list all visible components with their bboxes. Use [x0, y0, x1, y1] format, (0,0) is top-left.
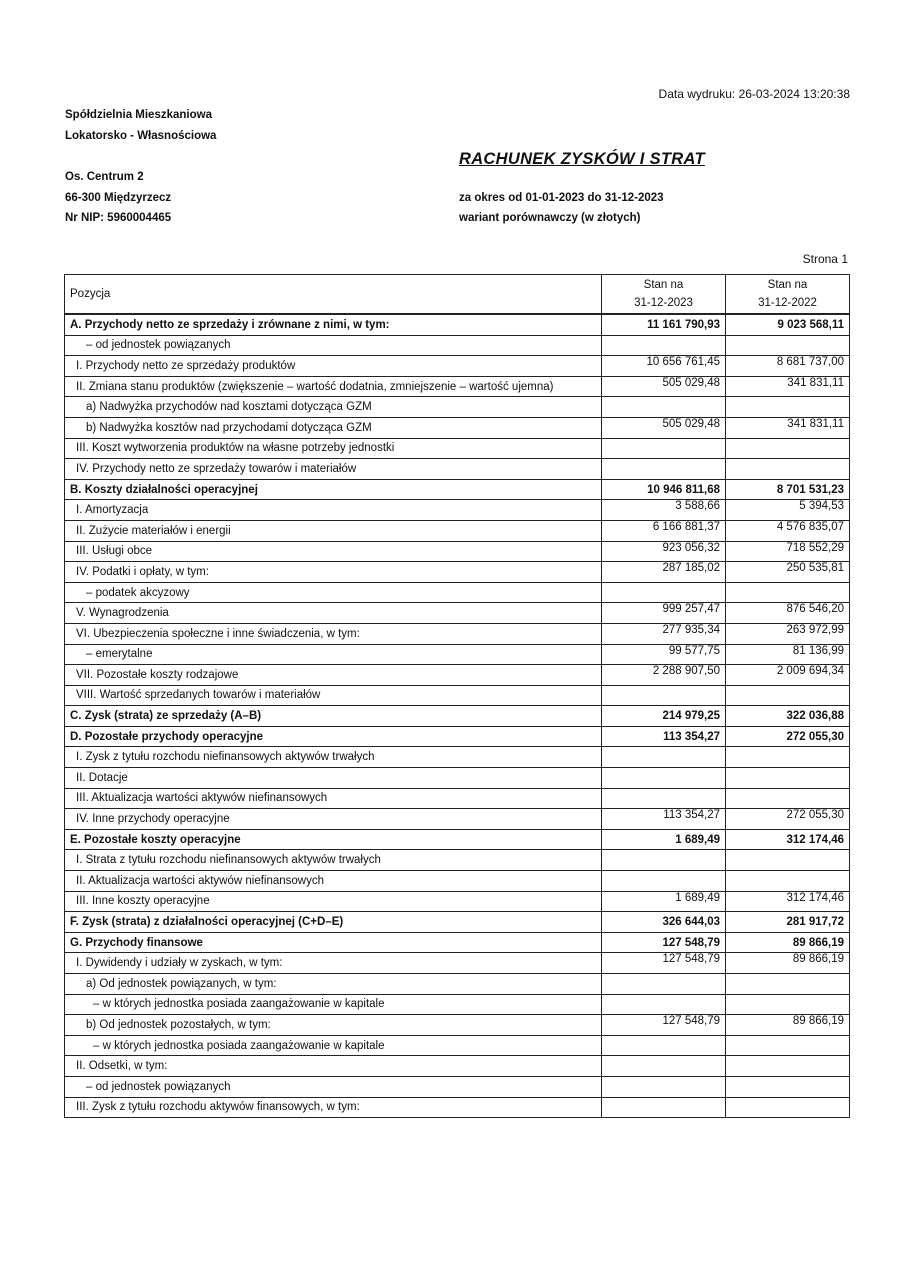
row-current-value — [602, 685, 726, 706]
table-row — [65, 644, 850, 665]
table-row — [65, 726, 850, 747]
row-current-value: 113 354,27 — [602, 726, 726, 747]
row-previous-value: 281 917,72 — [726, 912, 850, 933]
row-previous-value — [726, 994, 850, 1015]
table-row — [65, 768, 850, 789]
page-number: Strona 1 — [802, 252, 848, 266]
row-label: D. Pozostałe przychody operacyjne — [65, 726, 602, 747]
table-body — [65, 314, 850, 1118]
address-line2: 66-300 Międzyrzecz — [65, 192, 172, 204]
row-previous-value: 341 831,11 — [726, 376, 850, 397]
row-previous-value — [726, 850, 850, 871]
table-row — [65, 994, 850, 1015]
row-label: III. Zysk z tytułu rozchodu aktywów finansowych, w tym: — [65, 1097, 602, 1118]
row-label: I. Zysk z tytułu rozchodu niefinansowych aktywów trwałych — [65, 747, 602, 768]
row-previous-value — [726, 582, 850, 603]
row-label: III. Inne koszty operacyjne — [65, 891, 602, 912]
table-row — [65, 912, 850, 933]
row-previous-value — [726, 397, 850, 418]
row-previous-value — [726, 459, 850, 480]
previous-header-line2: 31-12-2022 — [758, 297, 817, 309]
table-row — [65, 335, 850, 356]
table-row — [65, 376, 850, 397]
row-current-value — [602, 335, 726, 356]
row-label: II. Zużycie materiałów i energii — [65, 520, 602, 541]
row-previous-value — [726, 1097, 850, 1118]
table-row — [65, 829, 850, 850]
table-row — [65, 417, 850, 438]
row-previous-value: 89 866,19 — [726, 1015, 850, 1036]
row-current-value: 127 548,79 — [602, 1015, 726, 1036]
row-current-value — [602, 994, 726, 1015]
table-row — [65, 788, 850, 809]
row-previous-value — [726, 1076, 850, 1097]
table-row — [65, 685, 850, 706]
row-previous-value: 8 681 737,00 — [726, 356, 850, 377]
row-current-value: 10 946 811,68 — [602, 479, 726, 500]
row-current-value — [602, 1076, 726, 1097]
row-previous-value — [726, 1035, 850, 1056]
row-label: IV. Podatki i opłaty, w tym: — [65, 562, 602, 583]
company-name-line2: Lokatorsko - Własnościowa — [65, 130, 217, 142]
table-row — [65, 1056, 850, 1077]
row-previous-value: 81 136,99 — [726, 644, 850, 665]
row-current-value — [602, 768, 726, 789]
table-row — [65, 314, 850, 335]
previous-header-line1: Stan na — [767, 279, 808, 291]
address-line1: Os. Centrum 2 — [65, 171, 144, 183]
row-label: II. Zmiana stanu produktów (zwiększenie – wartość dodatnia, zmniejszenie – wartość ujemna) — [65, 376, 602, 397]
row-label: I. Amortyzacja — [65, 500, 602, 521]
row-label: VIII. Wartość sprzedanych towarów i materiałów — [65, 685, 602, 706]
table-row — [65, 953, 850, 974]
row-previous-value: 250 535,81 — [726, 562, 850, 583]
table-row — [65, 665, 850, 686]
row-current-value: 99 577,75 — [602, 644, 726, 665]
row-previous-value: 322 036,88 — [726, 706, 850, 727]
table-row — [65, 809, 850, 830]
row-current-value: 999 257,47 — [602, 603, 726, 624]
column-header-current — [602, 275, 726, 315]
row-current-value — [602, 788, 726, 809]
row-label: G. Przychody finansowe — [65, 932, 602, 953]
table-row — [65, 850, 850, 871]
row-current-value — [602, 1056, 726, 1077]
table-row — [65, 500, 850, 521]
row-label: a) Nadwyżka przychodów nad kosztami dotycząca GZM — [65, 397, 602, 418]
row-label: – podatek akcyzowy — [65, 582, 602, 603]
row-current-value: 127 548,79 — [602, 932, 726, 953]
row-previous-value: 272 055,30 — [726, 809, 850, 830]
row-label: b) Od jednostek pozostałych, w tym: — [65, 1015, 602, 1036]
row-previous-value: 2 009 694,34 — [726, 665, 850, 686]
row-current-value: 2 288 907,50 — [602, 665, 726, 686]
row-previous-value: 272 055,30 — [726, 726, 850, 747]
row-previous-value — [726, 788, 850, 809]
row-label: VI. Ubezpieczenia społeczne i inne świadczenia, w tym: — [65, 623, 602, 644]
row-current-value — [602, 582, 726, 603]
current-header-line1: Stan na — [643, 279, 684, 291]
table-row — [65, 562, 850, 583]
row-previous-value: 89 866,19 — [726, 932, 850, 953]
row-current-value — [602, 459, 726, 480]
row-label: C. Zysk (strata) ze sprzedaży (A–B) — [65, 706, 602, 727]
table-row — [65, 603, 850, 624]
row-previous-value: 312 174,46 — [726, 891, 850, 912]
row-previous-value: 718 552,29 — [726, 541, 850, 562]
row-current-value — [602, 397, 726, 418]
table-row — [65, 397, 850, 418]
row-current-value: 3 588,66 — [602, 500, 726, 521]
table-row — [65, 520, 850, 541]
row-current-value — [602, 1097, 726, 1118]
table-row — [65, 541, 850, 562]
table-row — [65, 932, 850, 953]
row-label: – od jednostek powiązanych — [65, 335, 602, 356]
row-current-value: 923 056,32 — [602, 541, 726, 562]
row-current-value: 10 656 761,45 — [602, 356, 726, 377]
row-label: A. Przychody netto ze sprzedaży i zrównane z nimi, w tym: — [65, 314, 602, 335]
row-previous-value — [726, 768, 850, 789]
table-row — [65, 459, 850, 480]
table-row — [65, 747, 850, 768]
row-previous-value — [726, 974, 850, 995]
table-row — [65, 891, 850, 912]
row-current-value — [602, 1035, 726, 1056]
table-row — [65, 623, 850, 644]
row-previous-value: 312 174,46 — [726, 829, 850, 850]
table-row — [65, 582, 850, 603]
row-current-value: 287 185,02 — [602, 562, 726, 583]
row-label: I. Dywidendy i udziały w zyskach, w tym: — [65, 953, 602, 974]
row-label: II. Dotacje — [65, 768, 602, 789]
row-label: V. Wynagrodzenia — [65, 603, 602, 624]
row-label: I. Przychody netto ze sprzedaży produktów — [65, 356, 602, 377]
row-current-value — [602, 974, 726, 995]
report-variant: wariant porównawczy (w złotych) — [459, 212, 641, 224]
row-previous-value — [726, 335, 850, 356]
row-label: E. Pozostałe koszty operacyjne — [65, 829, 602, 850]
row-previous-value — [726, 747, 850, 768]
row-label: – w których jednostka posiada zaangażowanie w kapitale — [65, 1035, 602, 1056]
row-current-value: 505 029,48 — [602, 376, 726, 397]
row-label: B. Koszty działalności operacyjnej — [65, 479, 602, 500]
row-previous-value: 9 023 568,11 — [726, 314, 850, 335]
column-header-previous — [726, 275, 850, 315]
row-label: III. Aktualizacja wartości aktywów niefinansowych — [65, 788, 602, 809]
document-title: RACHUNEK ZYSKÓW I STRAT — [459, 150, 705, 168]
row-previous-value — [726, 438, 850, 459]
row-previous-value: 876 546,20 — [726, 603, 850, 624]
row-current-value — [602, 850, 726, 871]
row-current-value: 214 979,25 — [602, 706, 726, 727]
table-header-row — [65, 275, 850, 315]
income-statement-table — [64, 274, 850, 1118]
row-previous-value: 341 831,11 — [726, 417, 850, 438]
row-previous-value: 5 394,53 — [726, 500, 850, 521]
row-previous-value — [726, 685, 850, 706]
row-current-value: 505 029,48 — [602, 417, 726, 438]
row-label: IV. Inne przychody operacyjne — [65, 809, 602, 830]
row-current-value: 277 935,34 — [602, 623, 726, 644]
row-label: I. Strata z tytułu rozchodu niefinansowych aktywów trwałych — [65, 850, 602, 871]
row-current-value — [602, 438, 726, 459]
table-row — [65, 479, 850, 500]
row-label: F. Zysk (strata) z działalności operacyjnej (C+D–E) — [65, 912, 602, 933]
row-label: a) Od jednostek powiązanych, w tym: — [65, 974, 602, 995]
current-header-line2: 31-12-2023 — [634, 297, 693, 309]
table-row — [65, 1097, 850, 1118]
table-row — [65, 1015, 850, 1036]
row-label: III. Koszt wytworzenia produktów na własne potrzeby jednostki — [65, 438, 602, 459]
row-previous-value — [726, 1056, 850, 1077]
row-previous-value: 8 701 531,23 — [726, 479, 850, 500]
row-current-value: 11 161 790,93 — [602, 314, 726, 335]
column-header-position: Pozycja — [65, 275, 602, 315]
row-previous-value: 89 866,19 — [726, 953, 850, 974]
row-previous-value — [726, 871, 850, 892]
table-row — [65, 871, 850, 892]
reporting-period: za okres od 01-01-2023 do 31-12-2023 — [459, 192, 664, 204]
row-current-value: 326 644,03 — [602, 912, 726, 933]
table-row — [65, 438, 850, 459]
row-current-value — [602, 871, 726, 892]
table-row — [65, 356, 850, 377]
row-previous-value: 4 576 835,07 — [726, 520, 850, 541]
company-name-line1: Spółdzielnia Mieszkaniowa — [65, 109, 212, 121]
row-label: b) Nadwyżka kosztów nad przychodami dotycząca GZM — [65, 417, 602, 438]
table-row — [65, 974, 850, 995]
row-current-value — [602, 747, 726, 768]
nip-number: Nr NIP: 5960004465 — [65, 212, 172, 224]
row-label: – emerytalne — [65, 644, 602, 665]
row-current-value: 1 689,49 — [602, 891, 726, 912]
row-label: – w których jednostka posiada zaangażowanie w kapitale — [65, 994, 602, 1015]
row-current-value: 6 166 881,37 — [602, 520, 726, 541]
table-row — [65, 1076, 850, 1097]
row-label: – od jednostek powiązanych — [65, 1076, 602, 1097]
row-label: VII. Pozostałe koszty rodzajowe — [65, 665, 602, 686]
row-label: II. Odsetki, w tym: — [65, 1056, 602, 1077]
row-label: III. Usługi obce — [65, 541, 602, 562]
row-current-value: 1 689,49 — [602, 829, 726, 850]
row-label: II. Aktualizacja wartości aktywów niefinansowych — [65, 871, 602, 892]
print-date: Data wydruku: 26-03-2024 13:20:38 — [658, 87, 850, 101]
row-current-value: 127 548,79 — [602, 953, 726, 974]
table-row — [65, 706, 850, 727]
row-label: IV. Przychody netto ze sprzedaży towarów i materiałów — [65, 459, 602, 480]
row-previous-value: 263 972,99 — [726, 623, 850, 644]
table-row — [65, 1035, 850, 1056]
row-current-value: 113 354,27 — [602, 809, 726, 830]
